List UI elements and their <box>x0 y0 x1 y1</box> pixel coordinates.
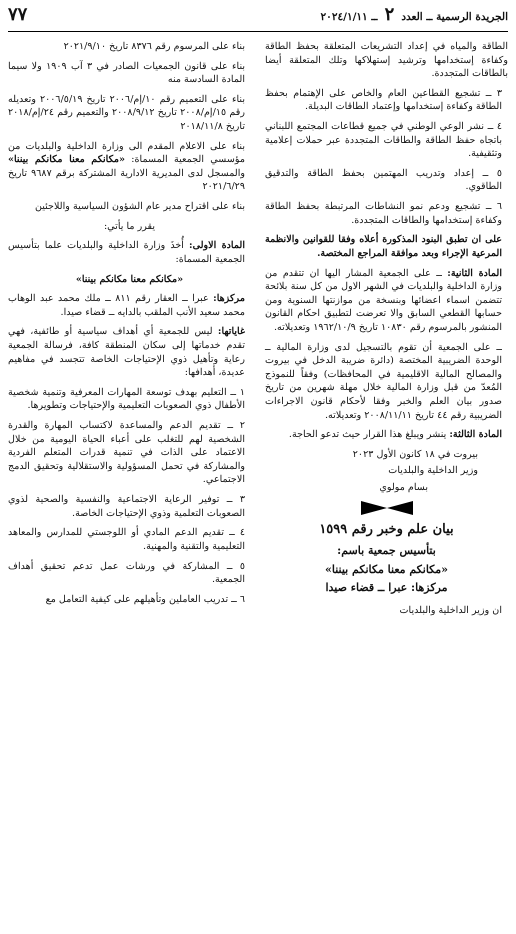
publication-name: الجريدة الرسمية ــ العدد <box>401 11 508 24</box>
headquarters-label: مركزها: <box>213 293 245 305</box>
association-name: «مكانكم معنا مكانكم بيننا» <box>75 273 184 285</box>
closing-line: ان وزير الداخلية والبلديات <box>399 604 502 616</box>
paragraph: ــ على الجمعية أن تقوم بالتسجيل لدى وزارة المالية ــ الوحدة الضريبية المختصة (دائرة ضريبة الدخل في بيروت والمصالح المالية الاقليمية في المحافظات) وفقاً للنموذج المُعدّ من قبل وزارة المالية خلال مهلة شهرين من تاريخ صدور بيان العلم والخبر وفقا لأحكام قانون الاجراءات الضريبية رقم ٤٤ تاريخ ٢٠٠٨/١١/١١ وتعديلاته. <box>265 341 502 421</box>
article-text: أُخذَ وزارة الداخلية والبلديات علما بتأسيس الجمعية المسماة: <box>8 240 245 265</box>
article-one <box>8 239 251 266</box>
headquarters <box>8 292 251 319</box>
signature-title: وزير الداخلية والبلديات <box>388 465 478 477</box>
goals-label: غاياتها: <box>217 326 245 338</box>
paragraph: ٣ ــ تشجيع القطاعين العام والخاص على الإهتمام بحفظ الطاقة وكفاءة إستخدامها وإعتماد الطاقات البديلة. <box>265 87 502 113</box>
goal-item: ٥ ــ المشاركة في ورشات عمل تدعم تحقيق أهداف الجمعية. <box>8 560 245 586</box>
divider-ornament <box>387 501 413 515</box>
paragraph: بناء على اقتراح مدير عام الشؤون السياسية واللاجئين <box>34 201 245 213</box>
goal-item: ١ ــ التعليم بهدف توسعة المهارات المعرفية وتنمية شخصية الأطفال ذوي الصعوبات التعليمية والإحتياجات وتطويرها. <box>8 386 245 412</box>
article-text: ــ على الجمعية المشار اليها ان تتقدم من وزارة الداخلية والبلديات في الشهر الاول من كل سنة بلائحة تتضمن اسماء اعضائها وبنسخة من موازنتها السنوية ومن حسابها القطعي السابق والا تعرضت لتطبيق احكام القانون المنشور بالمرسوم رقم ١٠٨٣٠ تاريخ ١٩٦٢/١٠/٩ وتعديلاته. <box>265 267 502 333</box>
bold-paragraph: على ان تطبق البنود المذكورة أعلاه وفقا للقوانين والانظمة المرعية الإجراء وبعد موافقة المراجع المختصة. <box>265 234 502 259</box>
decides-line: يقرر ما يأتي: <box>103 220 156 232</box>
page-header <box>8 6 508 32</box>
article-label: المادة الثالثة: <box>449 429 502 441</box>
issue-date: ــ ٢٠٢٤/١/١١ <box>320 11 378 24</box>
notice-association-name: «مكانكم معنا مكانكم بيننا» <box>324 562 449 576</box>
columns <box>8 40 508 624</box>
issue-number: ٢ <box>384 4 395 26</box>
divider-ornament <box>361 501 387 515</box>
signature-name: بسام مولوي <box>379 482 428 494</box>
goals <box>8 325 251 379</box>
article-label: المادة الثانية: <box>447 267 502 279</box>
goals-text: ليس للجمعية أي أهداف سياسية أو طائفية، فهي تقدم خدماتها إلى سكان المنطقة كافة، فرسالة الجمعية رعاية وتأهيل ذوي الإحتياجات الخاصة تتجسد في مفاهيم عديدة، أهدافها: <box>8 326 245 379</box>
text-run: والمسجل لدى المديرية الادارية المشتركة برقم ٩٦٨٧ تاريخ ٢٠٢١/٦/٢٩ <box>8 167 246 193</box>
page-number: ٧٧ <box>8 4 28 26</box>
paragraph: الطاقة والمياه في إعداد التشريعات المتعلقة بحفظ الطاقة وكفاءة إستخدامها وترشيد إستهلاكها وتلك المتعلقة أيضا بالطاقات المتجددة. <box>265 41 508 80</box>
paragraph: بناء على المرسوم رقم ٨٣٧٦ تاريخ ٢٠٢١/٩/١٠ <box>63 41 245 52</box>
article-label: المادة الاولى: <box>189 240 245 252</box>
notice-line: بتأسيس جمعية باسم: <box>337 544 436 558</box>
article-text: ينشر ويبلغ هذا القرار حيث تدعو الحاجة. <box>288 429 450 441</box>
notice-headquarters: مركزها: عبرا ــ قضاء صيدا <box>325 581 448 595</box>
left-column <box>8 40 251 624</box>
paragraph: ٥ ــ إعداد وتدريب المهتمين بحفظ الطاقة والتدقيق الطاقوي. <box>265 167 502 193</box>
paragraph: بناء على قانون الجمعيات الصادر في ٣ آب ١٩٠٩ ولا سيما المادة السادسة منه <box>8 60 246 86</box>
right-column <box>265 40 508 624</box>
article-three <box>265 428 508 442</box>
association-name: «مكانكم معنا مكانكم بيننا» <box>8 154 126 166</box>
notice-title: بيان علم وخبر رقم ١٥٩٩ <box>319 521 454 537</box>
paragraph: ٦ ــ تشجيع ودعم نمو النشاطات المرتبطة بحفظ الطاقة وكفاءة إستخدامها والطاقات المتجددة. <box>265 201 502 226</box>
article-two <box>265 267 508 335</box>
text-run: بناء على الاعلام المقدم الى وزارة الداخلية والبلديات من مؤسسي الجمعية المسماة: <box>8 140 245 166</box>
goal-item: ٦ ــ تدريب العاملين وتأهيلهم على كيفية التعامل مع <box>45 593 245 605</box>
paragraph <box>8 140 251 194</box>
goal-item: ٤ ــ تقديم الدعم المادي أو اللوجستي للمدارس والمعاهد التعليمية والتقنية والمهنية. <box>8 527 245 552</box>
headquarters-text: عبرا ــ العقار رقم ٨١١ ــ ملك محمد عبد الوهاب محمد سعيد الأنب الملقب بالدايه ــ قضاء صيدا. <box>8 293 245 318</box>
goal-item: ٢ ــ تقديم الدعم والمساعدة لاكتساب المهارة والقدرة الشخصية لهم للتغلب على أعباء الحياة اليومية من خلال الاعتماد على الذات في تنمية قدرات المتعلم الفردية والمشاركة في تحمل المسؤولية والاستقلالية وتحقيق الدمج الاجتماعي. <box>8 420 245 486</box>
section-divider <box>265 501 508 515</box>
header-title <box>321 2 508 28</box>
signature-place-date: بيروت في ١٨ كانون الأول ٢٠٢٣ <box>352 448 478 460</box>
goal-item: ٣ ــ توفير الرعاية الاجتماعية والنفسية والصحية لذوي الصعوبات التعلمية وذوي الإحتياجات الخاصة. <box>8 494 245 519</box>
paragraph: بناء على التعميم رقم ١٠/إم/٢٠٠٦ تاريخ ٢٠٠٦/٥/١٩ وتعديله رقم ١٥/إم/٢٠٠٨ تاريخ ٢٠٠٨/٩/١٢ والتعميم رقم ٢٤/إم/٢٠١٨ تاريخ ٢٠١٨/١١/٨ <box>8 93 245 133</box>
paragraph: ٤ ــ نشر الوعي الوطني في جميع قطاعات المجتمع اللبناني باتجاه حفظ الطاقة والطاقات المتجددة عبر حملات إعلامية وتثقيفية. <box>265 121 502 160</box>
